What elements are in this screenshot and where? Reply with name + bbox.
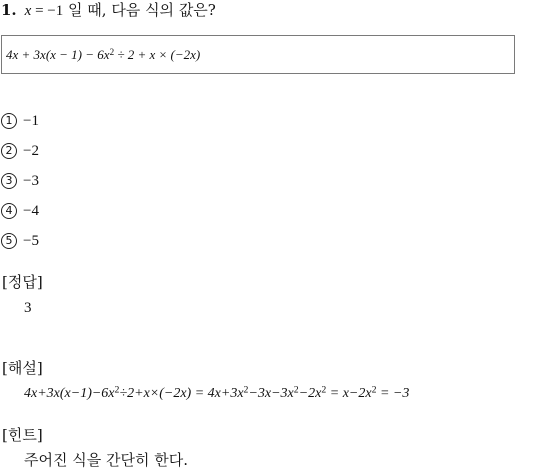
choice-2-value: −2 bbox=[23, 143, 39, 159]
question-condition bbox=[25, 3, 64, 19]
solution-part-2: ÷2+x×(−2x) = 4x+3x bbox=[119, 386, 244, 401]
question-condition-value: = −1 bbox=[31, 3, 64, 19]
expression-box bbox=[1, 35, 515, 74]
expression bbox=[6, 47, 200, 63]
solution-exp-2: 2 bbox=[243, 384, 249, 396]
choice-2[interactable] bbox=[1, 140, 39, 161]
hint-text: 주어진 식을 간단히 한다. bbox=[24, 451, 188, 469]
choice-3-marker: 3 bbox=[1, 173, 17, 189]
solution-part-3: −3x−3x bbox=[248, 386, 294, 401]
choice-2-marker: 2 bbox=[1, 143, 17, 159]
choice-1-value: −1 bbox=[23, 113, 39, 129]
answer-value: 3 bbox=[24, 300, 32, 316]
solution-text bbox=[24, 384, 409, 404]
solution-exp-1: 2 bbox=[114, 384, 120, 396]
solution-part-4: −2x bbox=[298, 386, 322, 401]
choice-5-marker: 5 bbox=[1, 233, 17, 249]
choice-5-value: −5 bbox=[23, 233, 39, 249]
solution-part-5: = x−2x bbox=[326, 386, 372, 401]
choice-5[interactable] bbox=[1, 230, 39, 251]
solution-label: [해설] bbox=[2, 359, 43, 377]
answer-label: [정답] bbox=[2, 273, 43, 291]
choice-4-value: −4 bbox=[23, 203, 39, 219]
question-line bbox=[1, 0, 216, 21]
question-variable: x bbox=[24, 3, 32, 19]
question-number: 1. bbox=[1, 1, 17, 19]
question-text: 일 때, 다음 식의 값은? bbox=[63, 1, 216, 19]
solution-part-6: = −3 bbox=[376, 386, 410, 401]
expression-post: ÷ 2 + x × (−2x) bbox=[114, 47, 201, 62]
choice-3[interactable] bbox=[1, 170, 39, 191]
expression-exponent: 2 bbox=[109, 46, 115, 57]
choice-4[interactable] bbox=[1, 200, 39, 221]
solution-exp-5: 2 bbox=[371, 384, 377, 396]
hint-label: [힌트] bbox=[2, 426, 43, 444]
solution-part-1: 4x+3x(x−1)−6x bbox=[24, 386, 115, 401]
solution-exp-3: 2 bbox=[293, 384, 299, 396]
choice-1-marker: 1 bbox=[1, 113, 17, 129]
choice-3-value: −3 bbox=[23, 173, 39, 189]
choice-4-marker: 4 bbox=[1, 203, 17, 219]
expression-pre: 4x + 3x(x − 1) − 6x bbox=[6, 47, 110, 62]
choice-1[interactable] bbox=[1, 110, 39, 131]
solution-exp-4: 2 bbox=[321, 384, 327, 396]
